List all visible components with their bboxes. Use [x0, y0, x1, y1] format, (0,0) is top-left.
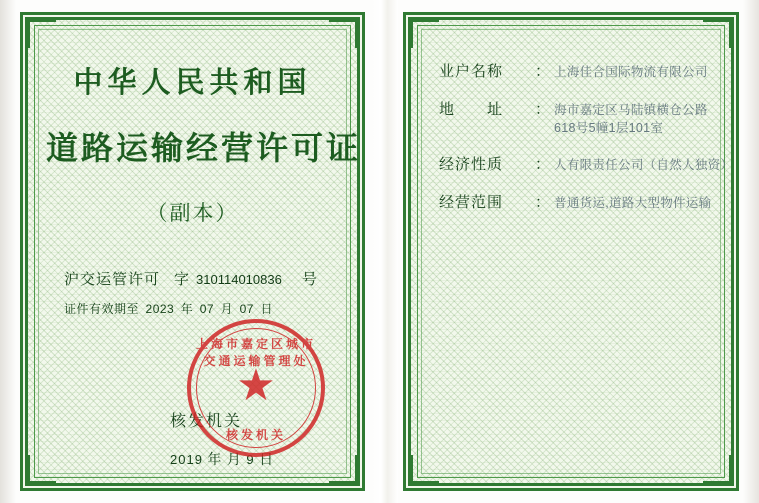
left-page-heading-block — [46, 42, 362, 227]
certificate-right-page — [385, 0, 759, 503]
business-name-value: 上海佳合国际物流有限公司 — [554, 65, 708, 79]
validity-year-value: 2023 — [145, 302, 175, 316]
address-value-line-1: 海市嘉定区马陆镇横仓公路 — [554, 103, 708, 117]
issuer-label: 核发机关 — [170, 413, 243, 430]
business-scope-colon: ： — [535, 195, 551, 211]
economic-nature-colon: ： — [535, 157, 551, 173]
address-value-line-2: 618号5幢1层101室 — [554, 121, 664, 135]
right-page-panel — [403, 12, 739, 491]
issue-year-unit: 年 — [207, 453, 223, 468]
validity-month-value: 07 — [199, 302, 215, 316]
field-row-address — [439, 98, 713, 136]
address-label: 地 址 — [439, 102, 504, 118]
business-name-colon: ： — [535, 64, 551, 80]
license-number-row — [64, 268, 331, 289]
country-title: 中华人民共和国 — [73, 67, 312, 99]
corner-ornament-bottom-left — [28, 455, 56, 483]
seal-bottom-text: 核发机关 — [225, 428, 286, 442]
license-number-value: 310114010836 — [196, 272, 282, 287]
issue-day-value: 9 — [246, 452, 255, 467]
corner-ornament-bottom-left-right-page — [411, 455, 439, 483]
validity-month-unit: 月 — [220, 302, 234, 316]
corner-ornament-top-left-right-page — [411, 20, 439, 48]
page-fold-divider — [372, 0, 398, 503]
business-info-block — [439, 60, 734, 229]
corner-ornament-top-right-right-page — [703, 20, 731, 48]
address-colon: ： — [535, 102, 551, 118]
license-fields-block — [64, 268, 331, 317]
field-row-business-name — [439, 60, 713, 81]
validity-day-unit: 日 — [260, 302, 273, 316]
business-name-label: 业户名称 — [439, 64, 504, 80]
license-word: 字 — [174, 272, 191, 288]
issue-day-unit: 日 — [259, 453, 275, 468]
business-scope-value: 普通货运,道路大型物件运输 — [554, 196, 712, 210]
address-value-wrapper — [554, 100, 708, 136]
corner-ornament-bottom-right — [329, 455, 357, 483]
issue-year-value: 2019 — [170, 452, 203, 467]
corner-ornament-bottom-right-right-page — [703, 455, 731, 483]
seal-star-icon: ★ — [236, 361, 276, 411]
certificate-subtitle: （副本） — [146, 201, 239, 225]
left-page-panel — [20, 12, 365, 491]
validity-prefix-label: 证件有效期至 — [64, 302, 140, 316]
validity-row — [64, 300, 331, 317]
validity-day-value: 07 — [239, 302, 254, 316]
economic-nature-label: 经济性质 — [439, 157, 504, 173]
business-scope-label: 经营范围 — [439, 195, 504, 211]
validity-year-unit: 年 — [180, 302, 194, 316]
certificate-main-title: 道路运输经营许可证 — [46, 130, 362, 166]
field-row-business-scope — [439, 191, 713, 212]
license-label: 沪交运管许可 — [64, 272, 161, 288]
issue-month-unit: 月 — [226, 453, 242, 468]
economic-nature-value: 人有限责任公司（自然人独资） — [554, 158, 734, 172]
seal-top-text: 上海市嘉定区城市交通运输管理处 — [195, 337, 316, 368]
field-row-economic-nature — [439, 153, 734, 174]
license-number-unit: 号 — [301, 272, 318, 288]
official-seal — [187, 319, 325, 457]
